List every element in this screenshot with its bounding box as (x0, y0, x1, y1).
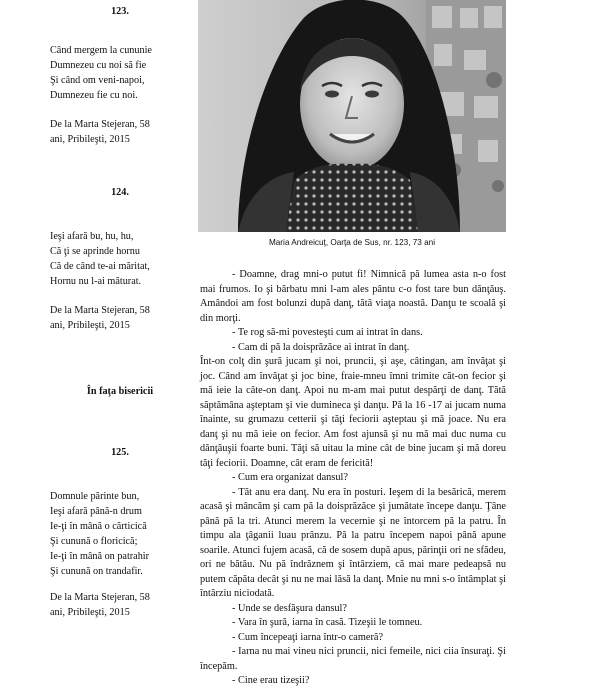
verse-line: Domnule părinte bun, (50, 491, 140, 502)
verse-block-124 (50, 185, 190, 200)
verse-line: Şi cunună on trandafir. (50, 566, 143, 577)
verse-line: Dumnezeu cu noi să fie (50, 60, 147, 71)
verse-line: Că ţi se aprinde hornu (50, 246, 140, 257)
paragraph: - Iarna nu mai vineu nici pruncii, nici femeile, nici ciia însuraţi. Şi începăm. (200, 646, 506, 672)
verse-line: Când mergem la cununie (50, 45, 152, 56)
paragraph: - Vara în şură, iarna în casă. Tizeşii le tomneu. (232, 617, 423, 628)
verse-source (50, 303, 150, 333)
verse-line: Ie-ţi în mână o cărticică (50, 521, 147, 532)
portrait-photo (198, 0, 506, 232)
interview-text (200, 268, 506, 689)
source-line: ani, Pribileşti, 2015 (50, 134, 130, 145)
verse-line: Şi când om veni-napoi, (50, 75, 145, 86)
verse-lines (50, 489, 149, 579)
verse-line: Hornu nu l-ai măturat. (50, 276, 142, 287)
paragraph: - Te rog să-mi povesteşti cum ai intrat în dans. (232, 327, 423, 338)
source-line: De la Marta Stejeran, 58 (50, 119, 150, 130)
verse-number: 124. (111, 187, 129, 198)
verse-lines (50, 229, 150, 289)
section-heading: În faţa bisericii (86, 386, 154, 397)
paragraph: - Cam di pă la doisprăzăce ai intrat în danţ. (232, 341, 410, 353)
source-line: De la Marta Stejeran, 58 (50, 305, 150, 316)
paragraph: - Cine erau tizeşii? (232, 675, 310, 686)
paragraph: - Unde se desfăşura dansul? (232, 602, 347, 614)
paragraph: - Cum era organizat dansul? (232, 472, 348, 483)
verse-number: 125. (111, 447, 129, 458)
photo-caption: Maria Andreicuţ, Oarţa de Sus, nr. 123, 73 ani (268, 238, 436, 247)
paragraph: - Tăt anu era danţ. Nu era în posturi. Ieşem di la besărică, merem acasă şi mâncăm şi cam pă la doisprăzăce şi jumătate începe danţu. Ţâne până pă la tri. Atunci merem la vecernie şi ne întorcem pă la patru. În timpu ala ţâganii luau prânzu. Pă la patru începem napoi până apune soarile. Atunci fujem acasă, că de sosem după apus, părinţii ori ne sfădeu, ori ne bătău. Nu pă îndrăznem şi întârziem, că mai mare pedeapsă nu putem căpăta decât şi nu ne mai lăsă la danţ. Mnie nu mni s-o întâmplat şi întârziu niciodată. (200, 486, 506, 599)
verse-line: Ie-ţi în mână on patrahir (50, 551, 150, 562)
paragraph: - Doamne, drag mni-o putut fi! Nimnică pă lumea asta n-o fost mai frumos. Io şi bărbatu mni l-am ales pântu c-o fost tare bun dănţăuş. Amândoi am fost bolunzi după danţ, tătă viaţa noastă. Danţu te scoală şi din morţi. (200, 269, 506, 324)
verse-lines (50, 43, 152, 103)
verse-source (50, 590, 150, 620)
verse-line: Ieşi afară până-n drum (50, 506, 142, 517)
section-heading-block (50, 384, 190, 399)
verse-line: Dumnezeu fie cu noi. (50, 90, 138, 101)
verse-line: Ieşi afară bu, hu, hu, (50, 231, 134, 242)
source-line: De la Marta Stejeran, 58 (50, 592, 150, 603)
verse-number: 123. (111, 6, 129, 17)
source-line: ani, Pribileşti, 2015 (50, 607, 130, 618)
verse-source (50, 117, 150, 147)
verse-line: Că de când te-ai măritat, (50, 261, 150, 272)
paragraph: - Cum începeaţi iarna într-o cameră? (232, 631, 384, 643)
verse-block-123 (50, 4, 190, 19)
paragraph: Înt-on colţ din şură jucam şi noi, pruncii, şi aşe, câtingan, am învăţat şi joc. Când am învăţat şi joc bine, fraie-mneu îmni trimite căt-on fecior şi mă ieie la căte-on danţ. Apoi nu m-am mai putut despărţi de danţ. Tătă săptămâna aşteptam şi vie dumineca şi danţu. Pă la 16 -17 ai jucam numa înainte, su grumazu cetterii şi tăţi feciorii aşteptau şi mă joace. Nu era danţ şi nu mă ieie on fecior. Am fost ajunsă şi nu mă mai duc numa cu dănţăuşii foarte buni. Tăţi să uitau la mine cât de bine jucam şi mă doreu tăţi feciorii. Doamne, cât eram de fericită! (200, 356, 506, 469)
verse-block-125 (50, 445, 190, 460)
verse-line: Şi cunună o floricică; (50, 536, 138, 547)
source-line: ani, Pribileşti, 2015 (50, 320, 130, 331)
